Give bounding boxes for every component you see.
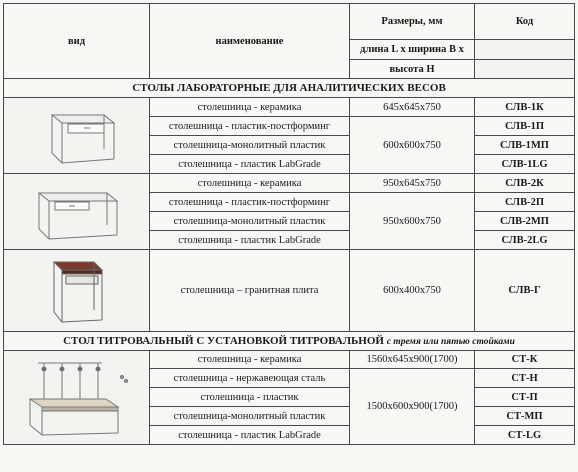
lab-table-small-icon xyxy=(32,103,122,169)
row-size: 950x600x750 xyxy=(350,193,475,250)
row-name: столешница - керамика xyxy=(150,351,350,369)
header-size-sub2: высота H xyxy=(350,60,475,79)
lab-table-wide-drawing xyxy=(4,174,150,250)
row-name: столешница - керамика xyxy=(150,98,350,117)
row-code: СЛВ-2LG xyxy=(475,231,575,250)
row-code: СТ-Н xyxy=(475,369,575,388)
header-view: вид xyxy=(4,4,150,79)
row-name: столешница - нержавеющая сталь xyxy=(150,369,350,388)
row-name: столешница – гранитная плита xyxy=(150,250,350,332)
section-title-row xyxy=(4,79,575,98)
row-code: СЛВ-2П xyxy=(475,193,575,212)
section-note: с тремя или пятью стойками xyxy=(386,337,515,347)
header-size-sub1: длина L x ширина B x xyxy=(350,40,475,60)
row-name: столешница-монолитный пластик xyxy=(150,212,350,231)
lab-table-small-drawing xyxy=(4,98,150,174)
header-code-blank xyxy=(475,60,575,79)
header-row xyxy=(4,4,575,40)
row-name: столешница-монолитный пластик xyxy=(150,407,350,426)
row-size: 600x400x750 xyxy=(350,250,475,332)
row-name: столешница - пластик xyxy=(150,388,350,407)
row-code: СЛВ-2МП xyxy=(475,212,575,231)
row-size: 600x600x750 xyxy=(350,117,475,174)
row-size: 1560x645x900(1700) xyxy=(350,351,475,369)
row-code: СЛВ-Г xyxy=(475,250,575,332)
granite-table-photo xyxy=(4,250,150,332)
section-title: СТОЛЫ ЛАБОРАТОРНЫЕ ДЛЯ АНАЛИТИЧЕСКИХ ВЕСОВ xyxy=(4,79,575,98)
row-name: столешница - пластик-постформинг xyxy=(150,117,350,136)
titration-table-icon xyxy=(22,355,132,441)
row-name: столешница-монолитный пластик xyxy=(150,136,350,155)
row-name: столешница - керамика xyxy=(150,174,350,193)
table-row xyxy=(4,351,575,369)
row-code: СЛВ-1LG xyxy=(475,155,575,174)
table-row xyxy=(4,98,575,117)
row-name: столешница - пластик-постформинг xyxy=(150,193,350,212)
row-code: СЛВ-2К xyxy=(475,174,575,193)
granite-table-icon xyxy=(42,254,112,328)
row-name: столешница - пластик LabGrade xyxy=(150,231,350,250)
table-row xyxy=(4,174,575,193)
row-size: 645x645x750 xyxy=(350,98,475,117)
lab-table-wide-icon xyxy=(27,179,127,245)
row-size: 1500x600x900(1700) xyxy=(350,369,475,445)
table-row xyxy=(4,250,575,332)
section-title: СТОЛ ТИТРОВАЛЬНЫЙ С УСТАНОВКОЙ ТИТРОВАЛЬНОЙ с тремя или пятью стойками xyxy=(4,332,575,351)
header-code-blank xyxy=(475,40,575,60)
row-size: 950x645x750 xyxy=(350,174,475,193)
row-code: СТ-LG xyxy=(475,426,575,445)
header-code: Код xyxy=(475,4,575,40)
spec-table xyxy=(3,3,575,445)
row-code: СТ-П xyxy=(475,388,575,407)
row-code: СЛВ-1К xyxy=(475,98,575,117)
row-code: СТ-МП xyxy=(475,407,575,426)
row-code: СЛВ-1МП xyxy=(475,136,575,155)
row-name: столешница - пластик LabGrade xyxy=(150,155,350,174)
header-size: Размеры, мм xyxy=(350,4,475,40)
titration-table-photo xyxy=(4,351,150,445)
row-name: столешница - пластик LabGrade xyxy=(150,426,350,445)
header-name: наименование xyxy=(150,4,350,79)
row-code: СТ-К xyxy=(475,351,575,369)
row-code: СЛВ-1П xyxy=(475,117,575,136)
section-title-row xyxy=(4,332,575,351)
